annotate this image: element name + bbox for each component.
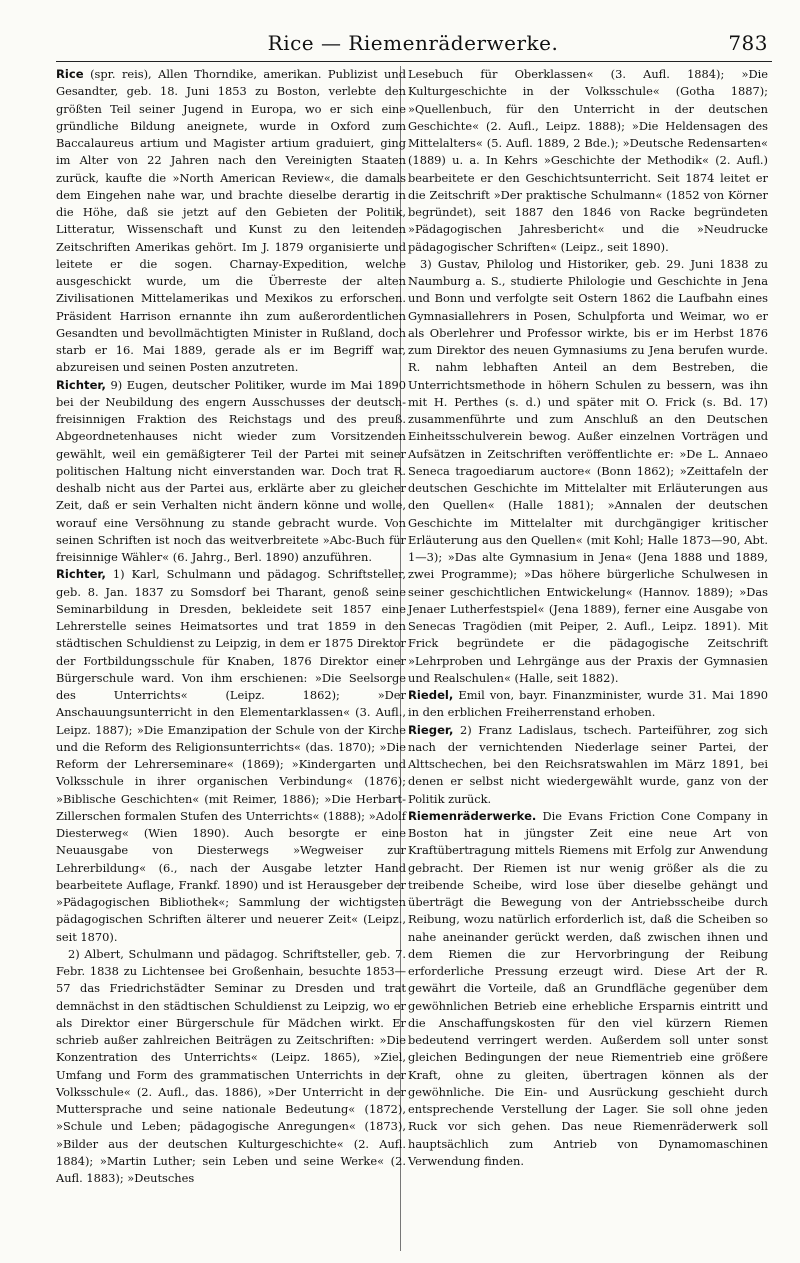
entry-text: Die Evans Friction Cone Company in Boston hat in jüngster Zeit eine neue Art von Kraftübertragung mittels Riemens mit Erfolg zur Anwendung gebracht. Der Riemen ist nur wenig größer als die zu treibende Scheibe, wird lose über dieselbe gehängt und überträgt die Bewegung von der Antriebsscheibe durch Reibung, wozu natürlich erforderlich ist, daß die Scheiben so nahe aneinander gerückt werden, daß zwischen ihnen und dem Riemen die zur Hervorbringung der Reibung erforderliche Pressung erzeugt wird. Diese Art der R. gewährt die Vorteile, daß an Grundfläche gegenüber dem gewöhnlichen Betrieb eine erhebliche Ersparnis eintritt und die Anschaffungskosten für den viel kürzern Riemen bedeutend verringert werden. Außerdem soll unter sonst gleichen Bedingungen der neue Riementrieb eine größere Kraft, ohne zu gleiten, übertragen können als der gewöhnliche. Die Ein- und Ausrückung geschieht durch entsprechende Verstellung der Lager. Sie soll ohne jeden Ruck vor sich gehen. Das neue Riemenräderwerk soll hauptsächlich zum Antrieb von Dynamomaschinen Verwendung finden. [408, 808, 768, 1168]
left-column [56, 66, 406, 1187]
entry-text: 2) Franz Ladislaus, tschech. Parteiführer, zog sich nach der vernichtenden Niederlage seiner Partei, der Alttschechen, bei den Reichsratswahlen im März 1891, bei denen er selbst nicht wiedergewählt wurde, ganz von der Politik zurück. [408, 722, 768, 806]
entry-richter-karl [56, 566, 406, 946]
entry-headword: Richter, [56, 377, 106, 392]
header-title: Rice — Riemenräderwerke. [267, 31, 559, 55]
entry-headword: Riedel, [408, 688, 454, 702]
entry-richter-albert [56, 946, 406, 1188]
entry-text: 1) Karl, Schulmann und pädagog. Schriftsteller, geb. 8. Jan. 1837 zu Somsdorf bei Tharant, genoß seine Seminarbildung in Dresden, bekleidete seit 1857 eine Lehrerstelle seines Heimatsortes und trat 1859 in den städtischen Schuldienst zu Leipzig, in dem er 1875 Direktor der Fortbildungsschule für Knaben, 1876 Direktor einer Bürgerschule ward. Von ihm erschienen: »Die Seelsorge des Unterrichts« (Leipz. 1862); »Der Anschauungsunterricht in den Elementarklassen« (3. Aufl., Leipz. 1887); »Die Emanzipation der Schule von der Kirche und die Reform des Religionsunterrichts« (das. 1870); »Die Reform der Lehrerseminare« (1869); »Kindergarten und Volksschule in ihrer organischen Verbindung« (1876); »Biblische Geschichten« (mit Reimer, 1886); »Die Herbart-Zillerschen formalen Stufen des Unterrichts« (1888); »Adolf Diesterweg« (Wien 1890). Auch besorgte er eine Neuausgabe von Diesterwegs »Wegweiser zur Lehrerbildung« (6., nach der Ausgabe letzter Hand bearbeitete Auflage, Frankf. 1890) und ist Herausgeber der »Pädagogischen Bibliothek«; Sammlung der wichtigsten pädagogischen Schriften älterer und neuerer Zeit« (Leipz., seit 1870). [56, 567, 406, 944]
entry-headword: Riemenräderwerke. [408, 808, 537, 823]
entry-riedel [408, 687, 768, 722]
header-rule [56, 61, 772, 62]
entry-text: Lesebuch für Oberklassen« (3. Aufl. 1884); »Die Kulturgeschichte in der Volksschule« (Gotha 1887); »Quellenbuch, für den Unterricht in der deutschen Geschichte« (2. Aufl., Leipz. 1888); »Die Heldensagen des Mittelalters« (5. Aufl. 1889, 2 Bde.); »Deutsche Redensarten« (1889) u. a. In Kehrs »Geschichte der Methodik« (2. Aufl.) bearbeitete er den Geschichtsunterricht. Seit 1874 leitet er die Zeitschrift »Der praktische Schulmann« (1852 von Körner begründet), seit 1887 den 1846 von Racke begründeten »Pädagogischen Jahresbericht« und die »Neudrucke pädagogischer Schriften« (Leipz., seit 1890). [408, 67, 768, 254]
entry-richter-albert-continued [408, 66, 768, 256]
entry-rieger [408, 722, 768, 808]
right-column [408, 66, 768, 1170]
entry-headword: Richter, [56, 567, 106, 582]
entry-text: (spr. reis), Allen Thorndike, amerikan. Publizist und Gesandter, geb. 18. Juni 1853 zu Boston, verlebte den größten Teil seiner Jugend in Europa, wo er sich eine gründliche Bildung aneignete, wurde in Oxford zum Baccalaureus artium und Magister artium graduiert, ging im Alter von 22 Jahren nach den Vereinigten Staaten zurück, kaufte die »North American Review«, die damals dem Eingehen nahe war, und brachte dieselbe derartig in die Höhe, daß sie jetzt auf den Gebieten der Politik, Litteratur, Wissenschaft und Kunst zu den leitenden Zeitschriften Amerikas gehört. Im J. 1879 organisierte und leitete er die sogen. Charnay-Expedition, welche ausgeschickt wurde, um die Überreste der alten Zivilisationen Mittelamerikas und Mexikos zu erforschen. Präsident Harrison ernannte ihn zum außerordentlichen Gesandten und bevollmächtigten Minister in Rußland, doch starb er 16. Mai 1889, gerade als er im Begriff war, abzureisen und seinen Posten anzutreten. [56, 67, 406, 375]
entry-headword: Rice [56, 67, 84, 81]
entry-richter-gustav [408, 256, 768, 687]
entry-rice [56, 66, 406, 377]
entry-text: 2) Albert, Schulmann und pädagog. Schriftsteller, geb. 7. Febr. 1838 zu Lichtensee bei Großenhain, besuchte 1853—57 das Friedrichstädter Seminar zu Dresden und trat demnächst in den städtischen Schuldienst zu Leipzig, wo er als Direktor einer Bürgerschule für Mädchen wirkt. Er schrieb außer zahlreichen Beiträgen zu Zeitschriften: »Die Konzentration des Unterrichts« (Leipz. 1865), »Ziel, Umfang und Form des grammatischen Unterrichts in der Volksschule« (2. Aufl., das. 1886), »Der Unterricht in der Muttersprache und seine nationale Bedeutung« (1872), »Schule und Leben; pädagogische Anregungen« (1873), »Bilder aus der deutschen Kulturgeschichte« (2. Aufl. 1884); »Martin Luther; sein Leben und seine Werke« (2. Aufl. 1883); »Deutsches [56, 946, 406, 1185]
entry-text: 3) Gustav, Philolog und Historiker, geb. 29. Juni 1838 zu Naumburg a. S., studierte Philologie und Geschichte in Jena und Bonn und verfolgte seit Ostern 1862 die Laufbahn eines Gymnasiallehrers in Posen, Schulpforta und Weimar, wo er als Oberlehrer und Professor wirkte, bis er im Herbst 1876 zum Direktor des neuen Gymnasiums zu Jena berufen wurde. R. nahm lebhaften Anteil an dem Bestreben, die Unterrichtsmethode in höhern Schulen zu bessern, was ihn mit H. Perthes (s. d.) und später mit O. Frick (s. Bd. 17) zusammenführte und zum Anschluß an den Deutschen Einheitsschulverein bewog. Außer einzelnen Vorträgen und Aufsätzen in Zeitschriften veröffentlichte er: »De L. Annaeo Seneca tragoediarum auctore« (Bonn 1862); »Zeittafeln der deutschen Geschichte im Mittelalter mit Erläuterungen aus den Quellen« (Halle 1881); »Annalen der deutschen Geschichte im Mittelalter mit durchgängiger kritischer Erläuterung aus den Quellen« (mit Kohl; Halle 1873—90, Abt. 1—3); »Das alte Gymnasium in Jena« (Jena 1888 und 1889, zwei Programme); »Das höhere bürgerliche Schulwesen in seiner geschichtlichen Entwickelung« (Hannov. 1889); »Das Jenaer Lutherfestspiel« (Jena 1889), ferner eine Ausgabe von Senecas Tragödien (mit Peiper, 2. Aufl., Leipz. 1891). Mit Frick begründete er die pädagogische Zeitschrift »Lehrproben und Lehrgänge aus der Praxis der Gymnasien und Realschulen« (Halle, seit 1882). [408, 256, 768, 685]
entry-riemenraederwerke [408, 808, 768, 1170]
running-header [56, 28, 770, 58]
page-number: 783 [728, 31, 768, 55]
entry-richter-eugen [56, 377, 406, 567]
entry-headword: Rieger, [408, 722, 454, 737]
entry-text: Emil von, bayr. Finanzminister, wurde 31. Mai 1890 in den erblichen Freiherrenstand erhoben. [408, 688, 768, 720]
entry-text: 9) Eugen, deutscher Politiker, wurde im Mai 1890 bei der Neubildung des engern Ausschusses der deutsch-freisinnigen Fraktion des Reichstags und des preuß. Abgeordnetenhauses nicht wieder zum Vorsitzenden gewählt, weil ein gemäßigterer Teil der Partei mit seiner politischen Haltung nicht einverstanden war. Doch trat R. deshalb nicht aus der Partei aus, erklärte aber zu gleicher Zeit, daß er sein Verhalten nicht ändern könne und wolle, worauf eine Versöhnung zu stande gebracht wurde. Von seinen Schriften ist noch das weitverbreitete »Abc-Buch für freisinnige Wähler« (6. Jahrg., Berl. 1890) anzuführen. [56, 377, 406, 564]
